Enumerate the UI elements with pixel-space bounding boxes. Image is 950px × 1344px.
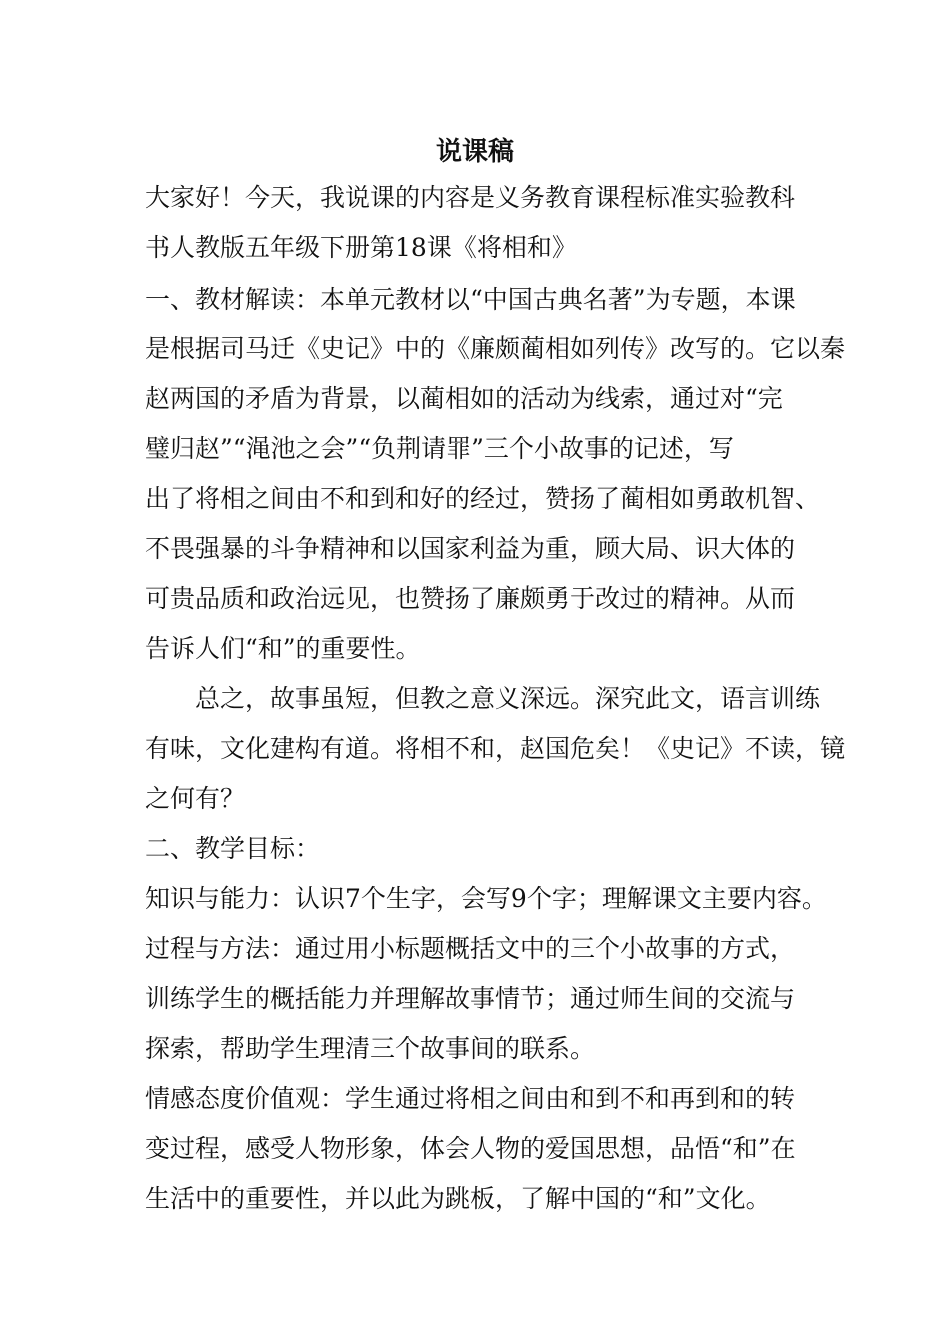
text-line: 情感态度价值观：学生通过将相之间由和到不和再到和的转 bbox=[145, 1084, 796, 1113]
text-line: 有味，文化建构有道。将相不和，赵国危矣！《史记》不读，镜 bbox=[145, 734, 846, 763]
text-line: 知识与能力：认识7个生字，会写9个字；理解课文主要内容。 bbox=[145, 884, 827, 913]
text-line: 璧归赵”“渑池之会”“负荆请罪”三个小故事的记述，写 bbox=[145, 434, 734, 463]
text-line: 出了将相之间由不和到和好的经过，赞扬了蔺相如勇敢机智、 bbox=[145, 484, 821, 513]
text-line: 不畏强暴的斗争精神和以国家利益为重，顾大局、识大体的 bbox=[145, 534, 796, 563]
text-line: 生活中的重要性，并以此为跳板，了解中国的“和”文化。 bbox=[145, 1184, 771, 1213]
text-line: 之何有？ bbox=[145, 784, 246, 813]
text-line: 是根据司马迁《史记》中的《廉颇蔺相如列传》改写的。它以秦 bbox=[145, 334, 846, 363]
text-line: 训练学生的概括能力并理解故事情节；通过师生间的交流与 bbox=[145, 984, 796, 1013]
text-line: 大家好！今天，我说课的内容是义务教育课程标准实验教科 bbox=[145, 183, 796, 212]
text-line: 赵两国的矛盾为背景，以蔺相如的活动为线索，通过对“完 bbox=[145, 384, 783, 413]
text-line: 变过程，感受人物形象，体会人物的爱国思想，品悟“和”在 bbox=[145, 1134, 796, 1163]
page-title: 说课稿 bbox=[435, 137, 514, 167]
text-line: 可贵品质和政治远见，也赞扬了廉颇勇于改过的精神。从而 bbox=[145, 584, 796, 613]
text-line: 书人教版五年级下册第18课《将相和》 bbox=[145, 233, 577, 262]
text-line: 总之，故事虽短，但教之意义深远。深究此文，语言训练 bbox=[145, 684, 821, 713]
text-line: 告诉人们“和”的重要性。 bbox=[145, 634, 421, 663]
text-line: 一、教材解读：本单元教材以“中国古典名著”为专题，本课 bbox=[145, 285, 796, 314]
text-line: 过程与方法：通过用小标题概括文中的三个小故事的方式， bbox=[145, 934, 796, 963]
text-line: 探索，帮助学生理清三个故事间的联系。 bbox=[145, 1034, 596, 1063]
section-heading: 二、教学目标： bbox=[145, 834, 321, 863]
